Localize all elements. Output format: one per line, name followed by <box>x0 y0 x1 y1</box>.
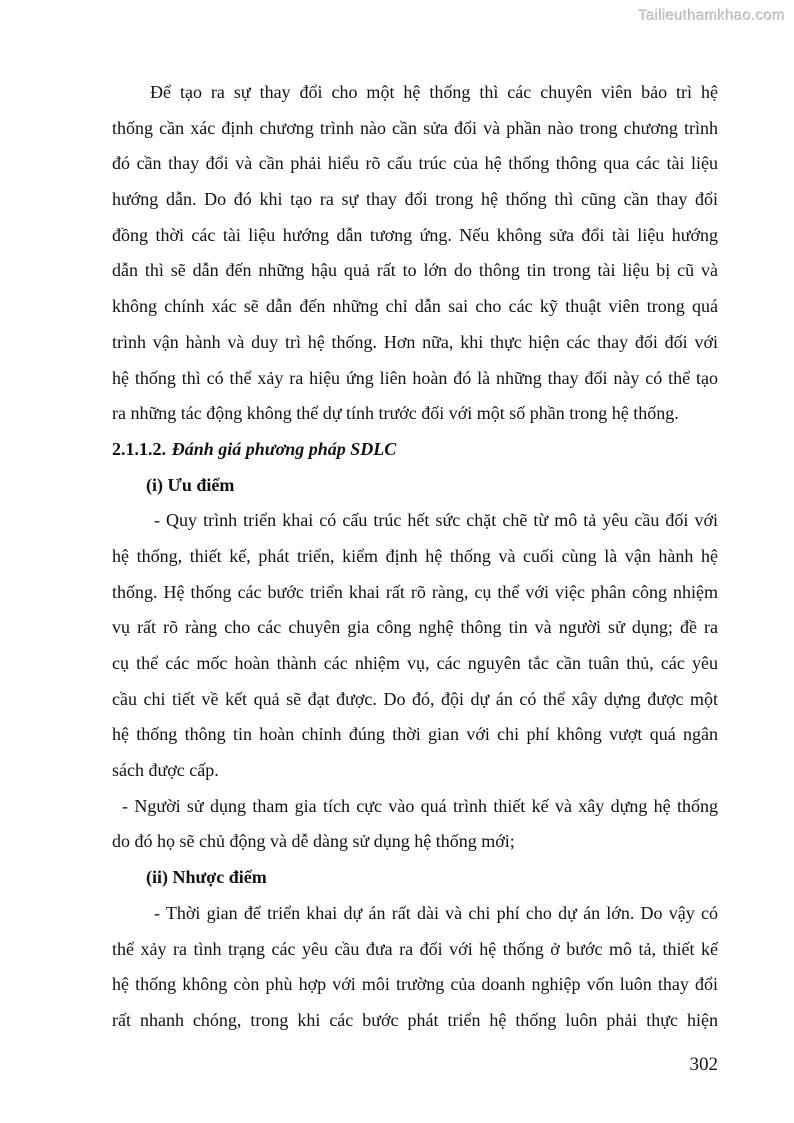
disadvantages-paragraph-time <box>112 896 718 1039</box>
text-line: cụ thể các mốc hoàn thành các nhiệm vụ, các nguyên tắc cần tuân thủ, các yêu <box>112 653 718 673</box>
text-line: hệ thống thì có thể xảy ra hiệu ứng liên hoàn đó là những thay đổi này có thể tạo <box>112 367 718 388</box>
text-line: sách được cấp. <box>112 760 219 781</box>
section-title: Đánh giá phương pháp SDLC <box>171 438 397 459</box>
text-line: - Người sử dụng tham gia tích cực vào quá trình thiết kế và xây dựng hệ thống <box>122 795 718 816</box>
text-line: hướng dẫn. Do đó khi tạo ra sự thay đổi trong hệ thống thì cũng cần thay đổi <box>112 189 718 210</box>
page-number: 302 <box>689 1054 718 1075</box>
page-content <box>112 75 718 1039</box>
watermark: Tailieuthamkhao.com <box>638 7 785 24</box>
section-heading <box>112 432 718 468</box>
text-line: do đó họ sẽ chủ động và dễ dàng sử dụng hệ thống mới; <box>112 831 515 852</box>
text-line: hệ thống thông tin hoàn chỉnh đúng thời gian với chi phí không vượt quá ngân <box>112 724 718 745</box>
section-number: 2.1.1.2. <box>112 438 166 459</box>
text-line: đó cần thay đổi và cần phải hiểu rõ cấu trúc của hệ thống thông qua các tài liệu <box>112 153 718 174</box>
text-line: thống cần xác định chương trình nào cần sửa đổi và phần nào trong chương trình <box>112 117 718 138</box>
text-line: - Quy trình triển khai có cấu trúc hết sức chặt chẽ từ mô tả yêu cầu đối với <box>154 510 718 531</box>
text-line: trình vận hành và duy trì hệ thống. Hơn nữa, khi thực hiện các thay đổi đối với <box>112 331 718 352</box>
text-line: cầu chi tiết về kết quả sẽ đạt được. Do đó, đội dự án có thể xây dựng được một <box>112 688 718 709</box>
text-line: Để tạo ra sự thay đổi cho một hệ thống thì các chuyên viên bảo trì hệ <box>150 82 718 102</box>
advantages-paragraph-users <box>112 789 718 860</box>
intro-paragraph <box>112 75 718 432</box>
text-line: rất nhanh chóng, trong khi các bước phát triển hệ thống luôn phải thực hiện <box>112 1009 718 1030</box>
text-line: vụ rất rõ ràng cho các chuyên gia công nghệ thông tin và người sử dụng; đề ra <box>112 617 718 638</box>
text-line: hệ thống không còn phù hợp với môi trường của doanh nghiệp vốn luôn thay đổi <box>112 974 718 995</box>
advantages-paragraph-process <box>112 503 718 789</box>
text-line: thể xảy ra tình trạng các yêu cầu đưa ra đối với hệ thống ở bước mô tả, thiết kế <box>112 938 718 959</box>
disadvantages-heading: (ii) Nhược điểm <box>146 867 267 888</box>
text-line: - Thời gian để triển khai dự án rất dài và chi phí cho dự án lớn. Do vậy có <box>154 902 718 923</box>
text-line: hệ thống, thiết kế, phát triển, kiểm định hệ thống và cuối cùng là vận hành hệ <box>112 545 718 566</box>
text-line: không chính xác sẽ dẫn đến những chỉ dẫn sai cho các kỹ thuật viên trong quá <box>112 296 718 317</box>
text-line: đồng thời các tài liệu hướng dẫn tương ứng. Nếu không sửa đổi tài liệu hướng <box>112 224 718 245</box>
text-line: dẫn thì sẽ dẫn đến những hậu quả rất to lớn do thông tin trong tài liệu bị cũ và <box>112 260 718 281</box>
text-line: ra những tác động không thể dự tính trước đối với một số phần trong hệ thống. <box>112 403 679 424</box>
advantages-heading: (i) Ưu điểm <box>146 474 235 495</box>
text-line: thống. Hệ thống các bước triển khai rất rõ ràng, cụ thể với việc phân công nhiệm <box>112 581 718 602</box>
